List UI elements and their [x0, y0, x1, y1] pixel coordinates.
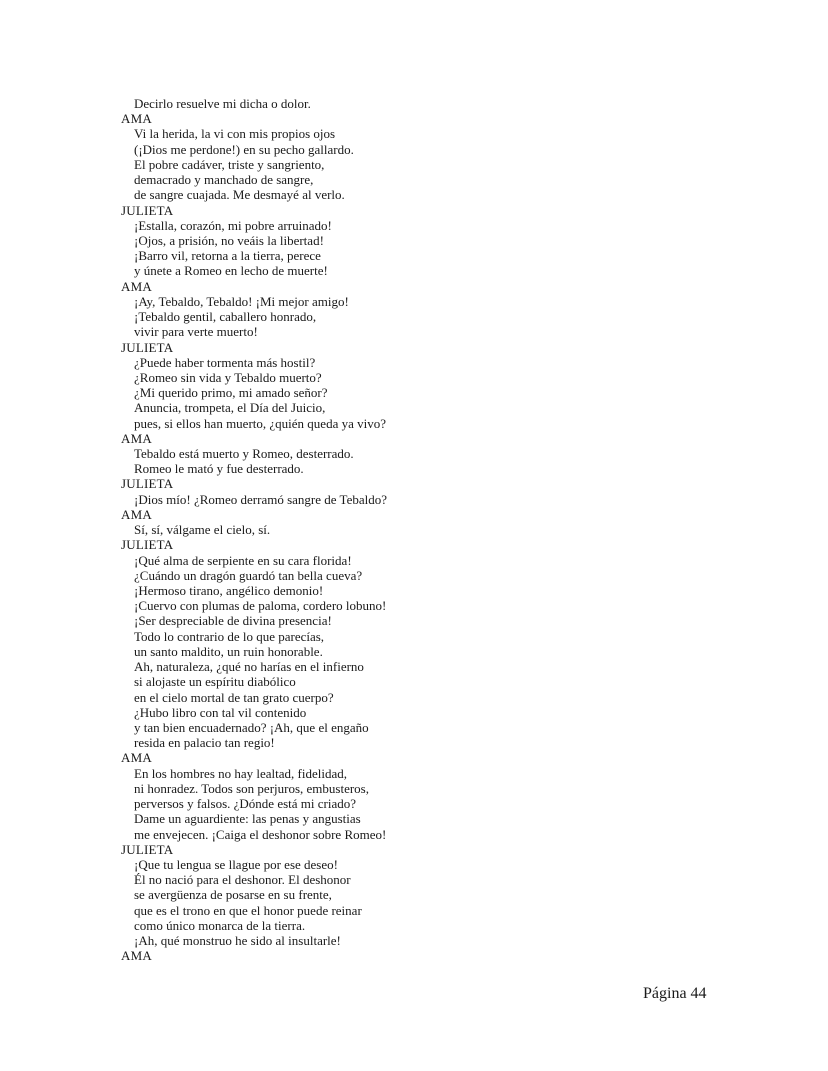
- speaker-name: JULIETA: [121, 202, 174, 218]
- speaker-name: AMA: [121, 750, 152, 766]
- dialogue-line: como único monarca de la tierra.: [134, 917, 306, 933]
- dialogue-line: ¡Estalla, corazón, mi pobre arruinado!: [134, 217, 332, 233]
- dialogue-line: ¡Qué alma de serpiente en su cara florida!: [134, 552, 352, 568]
- speaker-name: AMA: [121, 430, 152, 446]
- dialogue-line: Vi la herida, la vi con mis propios ojos: [134, 126, 336, 142]
- dialogue-line: Dame un aguardiente: las penas y angustias: [134, 811, 361, 827]
- dialogue-line: en el cielo mortal de tan grato cuerpo?: [134, 689, 334, 705]
- dialogue-line: Romeo le mató y fue desterrado.: [134, 461, 304, 477]
- speaker-name: JULIETA: [121, 537, 174, 553]
- dialogue-line: resida en palacio tan regio!: [134, 735, 275, 751]
- page-number: Página 44: [643, 985, 707, 1002]
- speaker-name: AMA: [121, 278, 152, 294]
- speaker-name: JULIETA: [121, 841, 174, 857]
- dialogue-line: ¡Tebaldo gentil, caballero honrado,: [134, 309, 317, 325]
- speaker-name: JULIETA: [121, 339, 174, 355]
- play-script-text: [121, 96, 721, 963]
- dialogue-line: Decirlo resuelve mi dicha o dolor.: [134, 96, 311, 111]
- dialogue-line: Tebaldo está muerto y Romeo, desterrado.: [134, 446, 354, 462]
- dialogue-line: ni honradez. Todos son perjuros, embusteros,: [134, 780, 369, 796]
- dialogue-line: ¡Hermoso tirano, angélico demonio!: [134, 583, 324, 598]
- speaker-name: AMA: [121, 948, 152, 964]
- dialogue-line: de sangre cuajada. Me desmayé al verlo.: [134, 187, 345, 203]
- dialogue-line: ¡Barro vil, retorna a la tierra, perece: [134, 248, 321, 264]
- dialogue-line: pues, si ellos han muerto, ¿quién queda ya vivo?: [134, 415, 386, 431]
- dialogue-line: Él no nació para el deshonor. El deshonor: [134, 872, 351, 888]
- speaker-name: AMA: [121, 506, 152, 522]
- speaker-name: AMA: [121, 111, 152, 127]
- dialogue-line: El pobre cadáver, triste y sangriento,: [134, 156, 325, 172]
- dialogue-line: ¿Mi querido primo, mi amado señor?: [134, 385, 328, 401]
- dialogue-line: Anuncia, trompeta, el Día del Juicio,: [134, 400, 326, 416]
- dialogue-line: si alojaste un espíritu diabólico: [134, 674, 296, 690]
- dialogue-line: ¿Puede haber tormenta más hostil?: [134, 354, 316, 370]
- dialogue-line: Ah, naturaleza, ¿qué no harías en el infierno: [134, 659, 364, 675]
- dialogue-line: ¡Ser despreciable de divina presencia!: [134, 613, 332, 629]
- dialogue-line: ¡Ay, Tebaldo, Tebaldo! ¡Mi mejor amigo!: [134, 293, 349, 309]
- dialogue-line: ¿Hubo libro con tal vil contenido: [134, 704, 307, 720]
- dialogue-line: demacrado y manchado de sangre,: [134, 172, 314, 188]
- dialogue-line: Todo lo contrario de lo que parecías,: [134, 628, 325, 644]
- dialogue-line: ¿Cuándo un dragón guardó tan bella cueva?: [134, 567, 363, 583]
- dialogue-line: que es el trono en que el honor puede reinar: [134, 902, 362, 918]
- dialogue-line: vivir para verte muerto!: [134, 324, 258, 340]
- dialogue-line: ¡Ojos, a prisión, no veáis la libertad!: [134, 232, 324, 248]
- dialogue-line: ¡Cuervo con plumas de paloma, cordero lobuno!: [134, 598, 387, 614]
- dialogue-line: y tan bien encuadernado? ¡Ah, que el engaño: [134, 719, 369, 735]
- dialogue-line: ¿Romeo sin vida y Tebaldo muerto?: [134, 369, 322, 385]
- dialogue-line: ¡Dios mío! ¿Romeo derramó sangre de Tebaldo?: [134, 491, 387, 507]
- speaker-name: JULIETA: [121, 476, 174, 492]
- dialogue-line: ¡Que tu lengua se llague por ese deseo!: [134, 856, 338, 872]
- dialogue-line: me envejecen. ¡Caiga el deshonor sobre Romeo!: [134, 826, 387, 842]
- dialogue-line: (¡Dios me perdone!) en su pecho gallardo.: [134, 141, 354, 157]
- dialogue-line: ¡Ah, qué monstruo he sido al insultarle!: [134, 933, 341, 949]
- dialogue-line: un santo maldito, un ruin honorable.: [134, 643, 323, 659]
- dialogue-line: perversos y falsos. ¿Dónde está mi criado?: [134, 796, 357, 812]
- dialogue-line: y únete a Romeo en lecho de muerte!: [134, 263, 328, 279]
- dialogue-line: se avergüenza de posarse en su frente,: [134, 887, 332, 903]
- dialogue-line: Sí, sí, válgame el cielo, sí.: [134, 522, 271, 538]
- dialogue-line: En los hombres no hay lealtad, fidelidad,: [134, 765, 348, 781]
